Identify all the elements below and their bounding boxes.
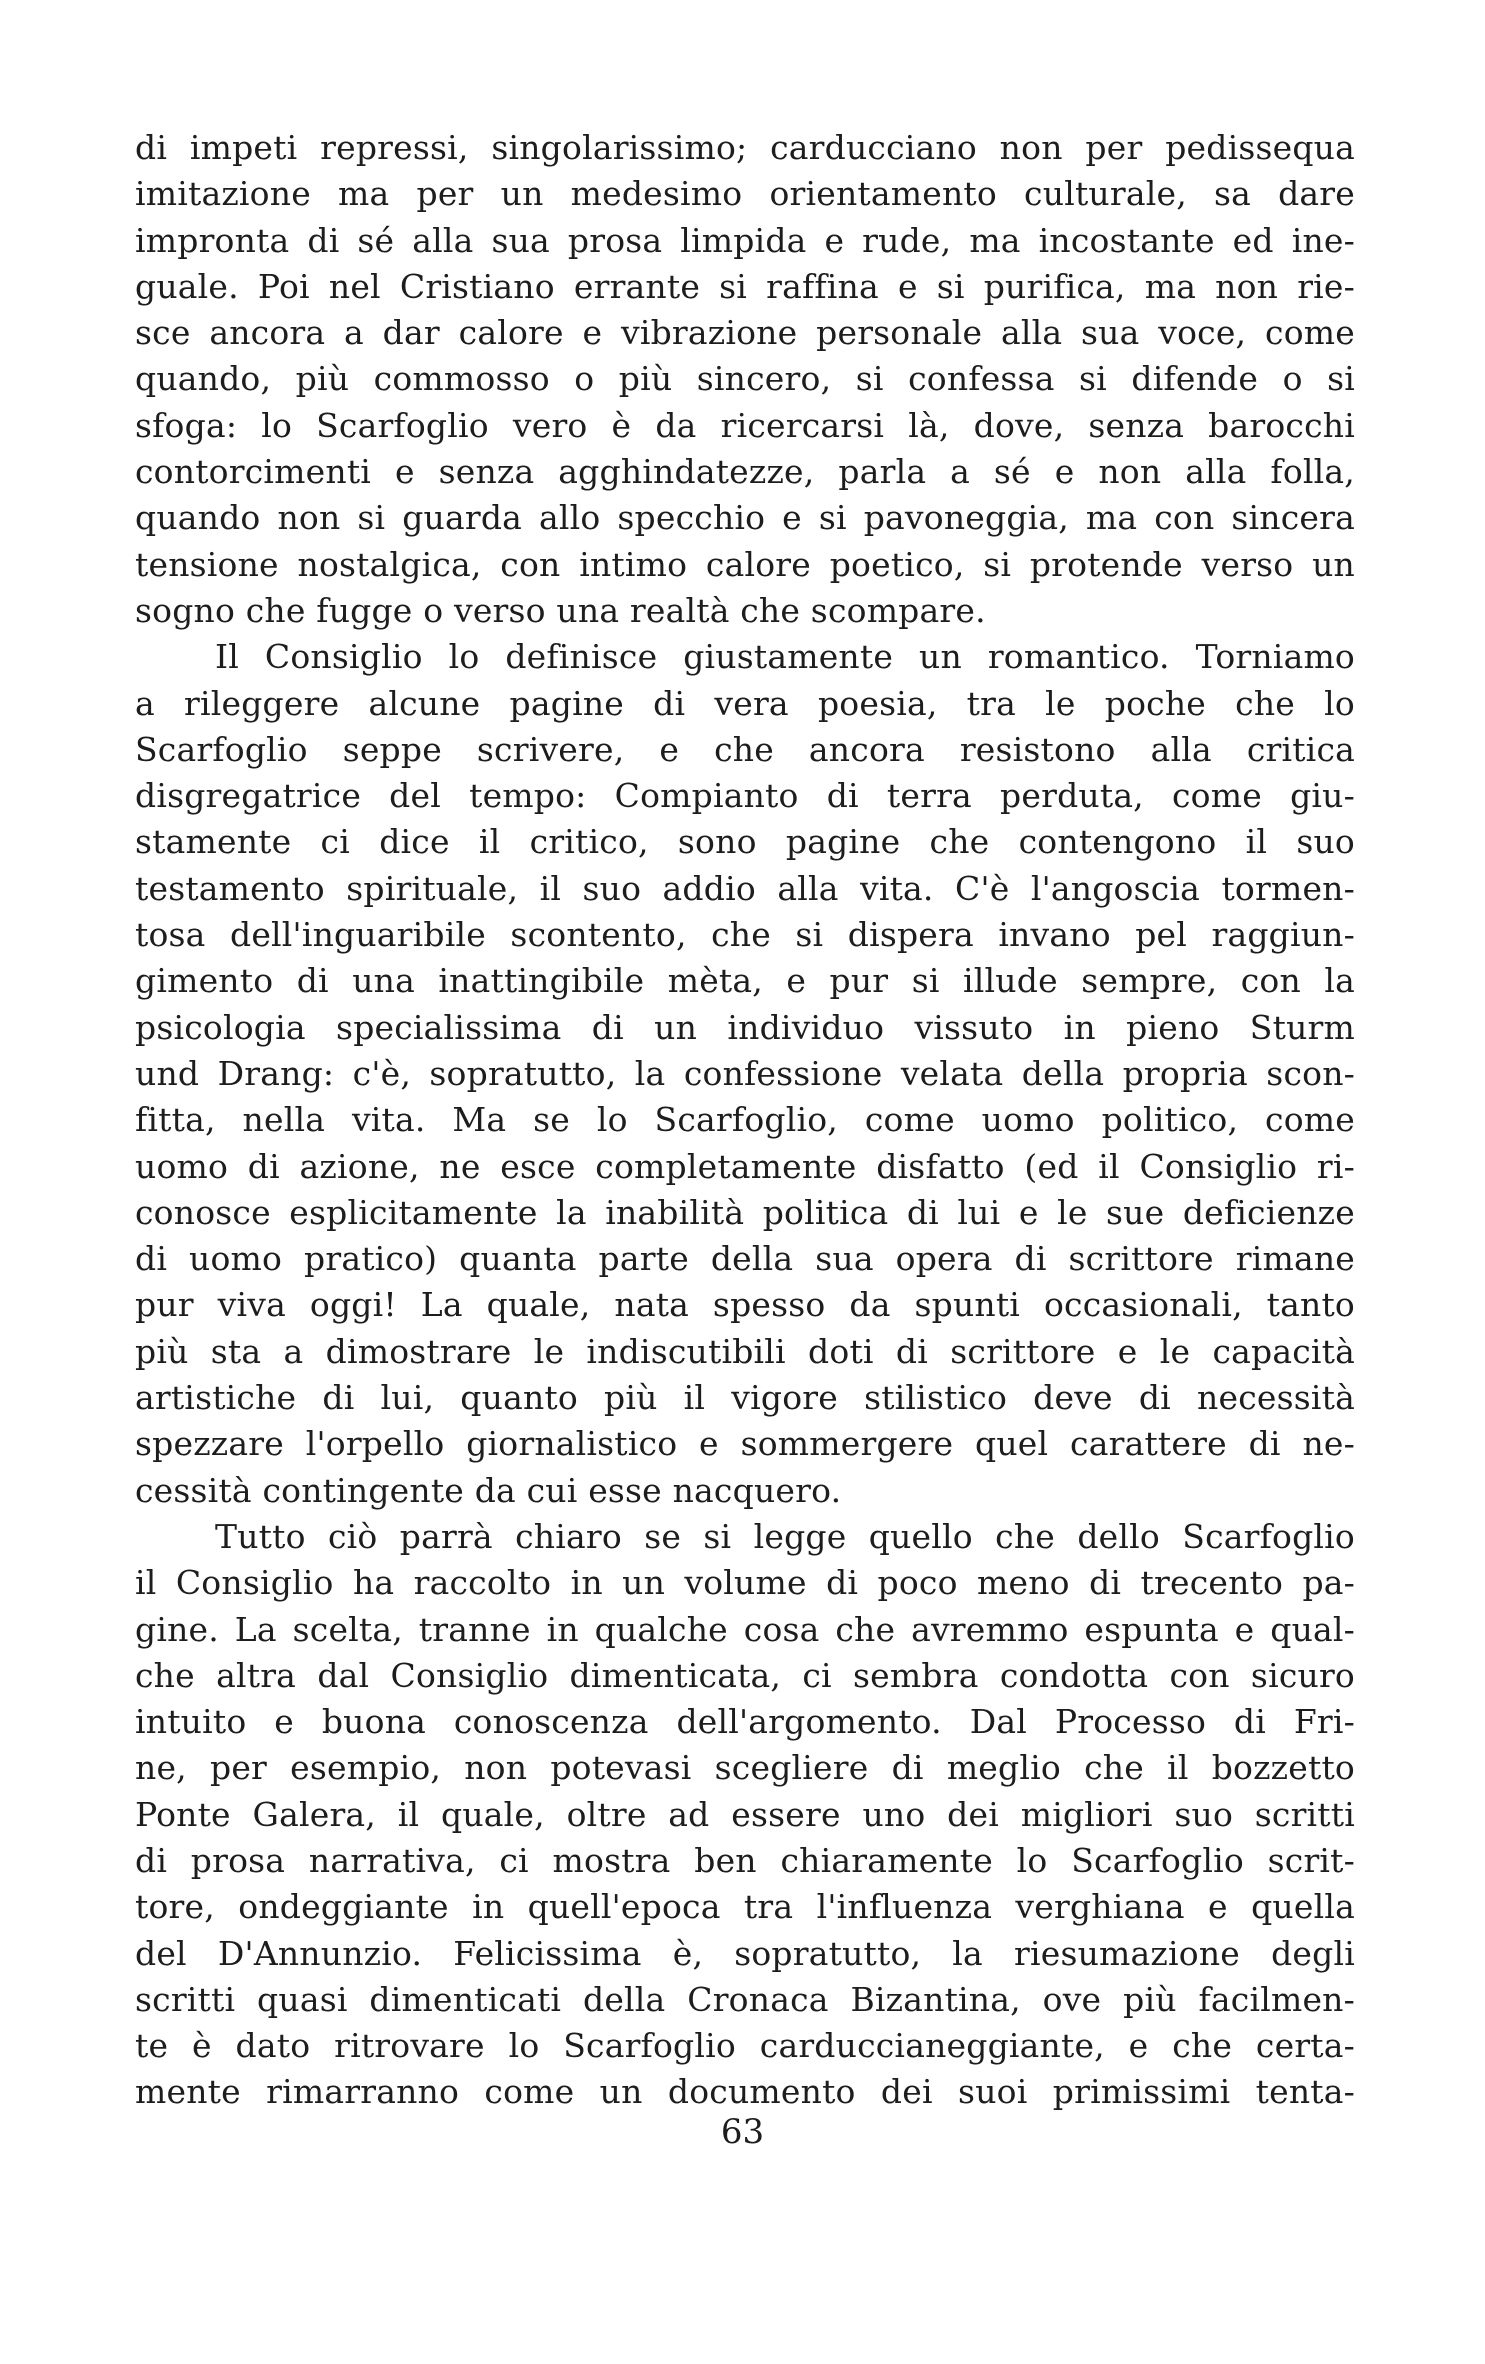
text-line: scritti quasi dimenticati della Cronaca Bizantina, ove più facilmen-: [135, 1979, 1355, 2019]
text-line: Il Consiglio lo definisce giustamente un romantico. Torniamo: [215, 637, 1355, 677]
text-line: di uomo pratico) quanta parte della sua opera di scrittore rimane: [135, 1239, 1355, 1279]
text-line: impronta di sé alla sua prosa limpida e rude, ma incostante ed ine-: [135, 220, 1355, 260]
text-line: di impeti repressi, singolarissimo; carducciano non per pedissequa: [135, 128, 1355, 167]
text-line: cessità contingente da cui esse nacquero.: [135, 1470, 842, 1510]
text-line: a rileggere alcune pagine di vera poesia, tra le poche che lo: [135, 683, 1355, 723]
text-line: Ponte Galera, il quale, oltre ad essere uno dei migliori suo scritti: [135, 1794, 1355, 1834]
text-line: tosa dell'inguaribile scontento, che si dispera invano pel raggiun-: [135, 915, 1355, 955]
text-line: fitta, nella vita. Ma se lo Scarfoglio, come uomo politico, come: [135, 1100, 1355, 1140]
text-line: di prosa narrativa, ci mostra ben chiaramente lo Scarfoglio scrit-: [135, 1840, 1355, 1880]
text-line: contorcimenti e senza agghindatezze, parla a sé e non alla folla,: [135, 452, 1355, 492]
text-line: sogno che fugge o verso una realtà che scompare.: [135, 590, 986, 630]
text-line: testamento spirituale, il suo addio alla vita. C'è l'angoscia tormen-: [135, 868, 1355, 908]
text-line: che altra dal Consiglio dimenticata, ci sembra condotta con sicuro: [135, 1655, 1355, 1695]
text-line: il Consiglio ha raccolto in un volume di poco meno di trecento pa-: [135, 1563, 1355, 1603]
page-number: 63: [720, 2112, 765, 2152]
paragraph-1: [135, 125, 1355, 634]
text-line: pur viva oggi! La quale, nata spesso da spunti occasionali, tanto: [135, 1285, 1355, 1325]
text-line: guale. Poi nel Cristiano errante si raffina e si purifica, ma non rie-: [135, 266, 1355, 306]
text-line: Tutto ciò parrà chiaro se si legge quello che dello Scarfoglio: [215, 1516, 1355, 1556]
paragraph-2: [135, 634, 1355, 1514]
text-line: ne, per esempio, non potevasi scegliere di meglio che il bozzetto: [135, 1748, 1355, 1788]
text-line: te è dato ritrovare lo Scarfoglio carduccianeggiante, e che certa-: [135, 2026, 1355, 2066]
text-line: und Drang: c'è, sopratutto, la confessione velata della propria scon-: [135, 1053, 1355, 1093]
text-line: stamente ci dice il critico, sono pagine che contengono il suo: [135, 822, 1355, 862]
text-line: più sta a dimostrare le indiscutibili doti di scrittore e le capacità: [135, 1331, 1355, 1371]
body-text: [135, 125, 1355, 2116]
text-line: del D'Annunzio. Felicissima è, sopratutto, la riesumazione degli: [135, 1933, 1355, 1973]
text-line: disgregatrice del tempo: Compianto di terra perduta, come giu-: [135, 776, 1355, 816]
text-line: intuito e buona conoscenza dell'argomento. Dal Processo di Fri-: [135, 1702, 1355, 1742]
text-line: mente rimarranno come un documento dei suoi primissimi tenta-: [135, 2072, 1355, 2112]
text-line: spezzare l'orpello giornalistico e sommergere quel carattere di ne-: [135, 1424, 1355, 1464]
paragraph-3: [135, 1514, 1355, 2116]
text-line: gimento di una inattingibile mèta, e pur si illude sempre, con la: [135, 961, 1355, 1001]
text-line: quando non si guarda allo specchio e si pavoneggia, ma con sincera: [135, 498, 1355, 538]
text-line: conosce esplicitamente la inabilità politica di lui e le sue deficienze: [135, 1192, 1355, 1232]
text-line: tore, ondeggiante in quell'epoca tra l'influenza verghiana e quella: [135, 1887, 1355, 1927]
text-line: artistiche di lui, quanto più il vigore stilistico deve di necessità: [135, 1378, 1355, 1418]
text-line: psicologia specialissima di un individuo vissuto in pieno Sturm: [135, 1007, 1355, 1047]
text-line: uomo di azione, ne esce completamente disfatto (ed il Consiglio ri-: [135, 1146, 1355, 1186]
text-line: sce ancora a dar calore e vibrazione personale alla sua voce, come: [135, 313, 1355, 353]
text-line: tensione nostalgica, con intimo calore poetico, si protende verso un: [135, 544, 1355, 584]
text-line: gine. La scelta, tranne in qualche cosa che avremmo espunta e qual-: [135, 1609, 1355, 1649]
text-line: sfoga: lo Scarfoglio vero è da ricercarsi là, dove, senza barocchi: [135, 405, 1355, 445]
text-line: Scarfoglio seppe scrivere, e che ancora resistono alla critica: [135, 729, 1355, 769]
text-line: imitazione ma per un medesimo orientamento culturale, sa dare: [135, 174, 1355, 214]
text-line: quando, più commosso o più sincero, si confessa si difende o si: [135, 359, 1355, 399]
